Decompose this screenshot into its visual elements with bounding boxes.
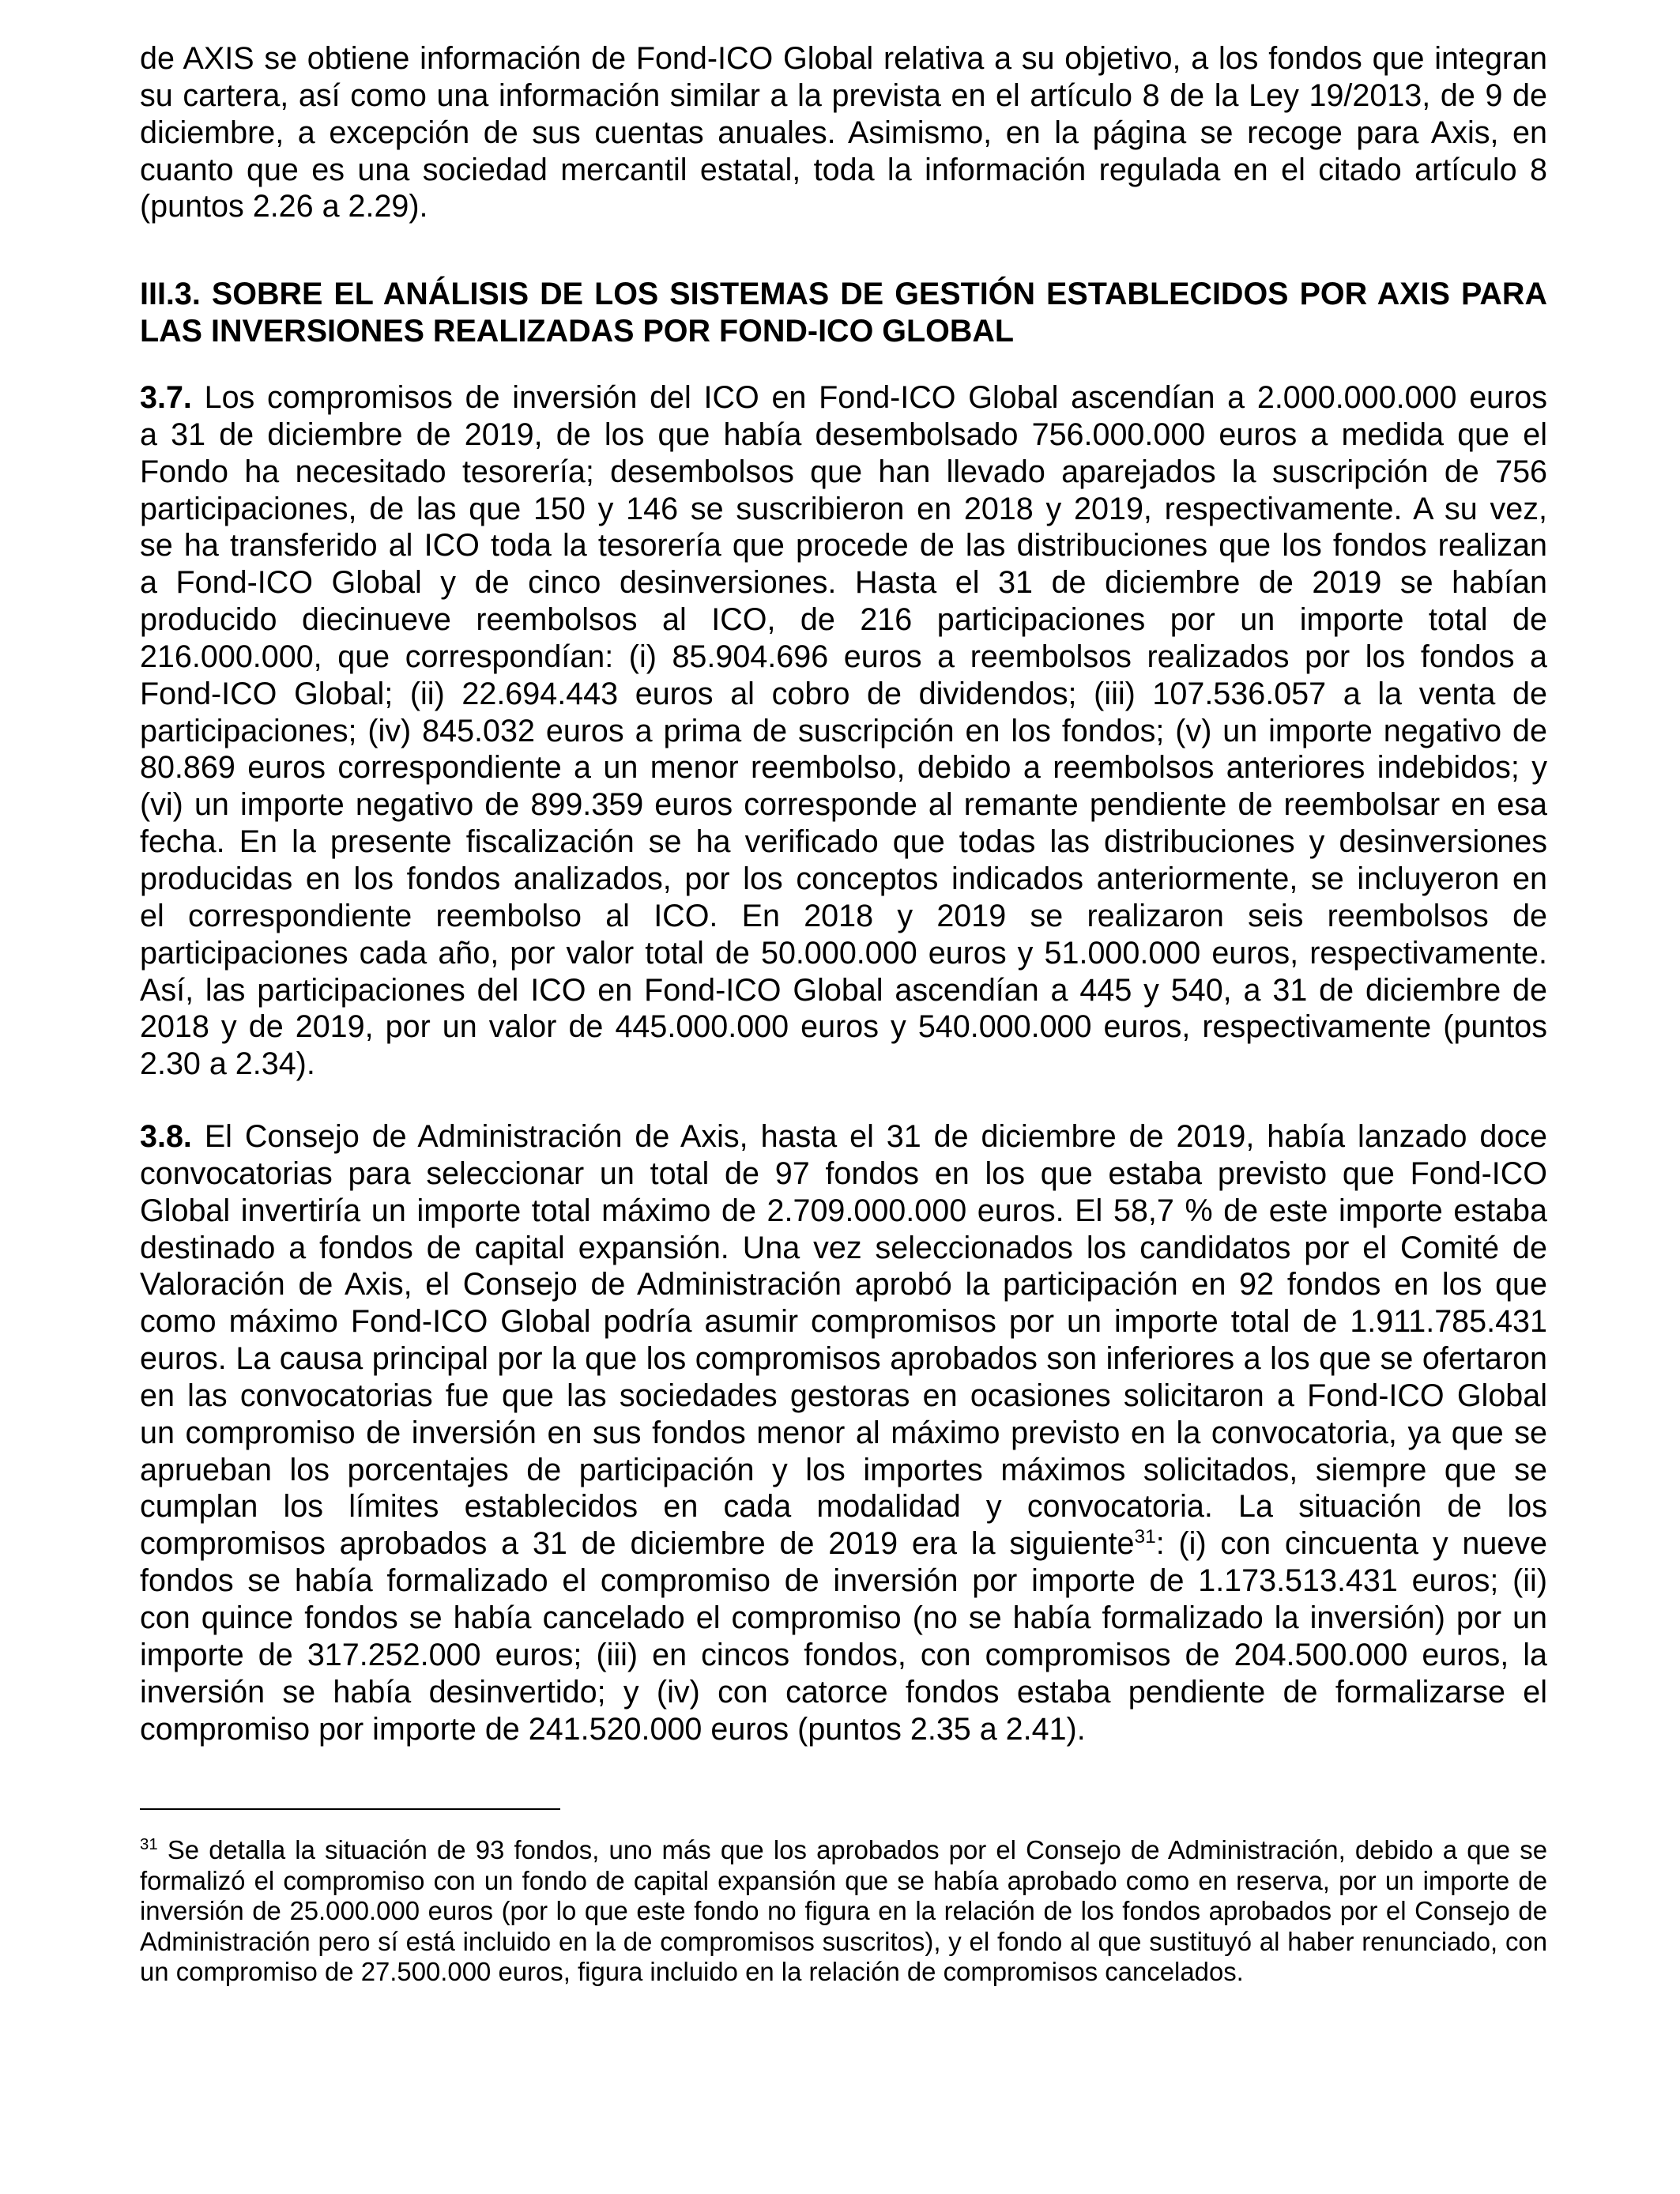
line-text: fecha. En la presente fiscalización se ha verificado que todas las distribuciones y desinversiones bbox=[140, 824, 1547, 860]
line-text: 216.000.000, que correspondían: (i) 85.904.696 euros a reembolsos realizados por los fondos a bbox=[140, 639, 1547, 674]
line-text: 80.869 euros correspondiente a un menor reembolso, debido a reembolsos anteriores indebidos; y bbox=[140, 750, 1547, 786]
line-text: producidas en los fondos analizados, por los conceptos indicados anteriormente, se incluyeron en bbox=[140, 861, 1547, 896]
line-text: con quince fondos se había cancelado el compromiso (no se había formalizado la inversión) por un bbox=[140, 1600, 1547, 1635]
line-text: inversión de 25.000.000 euros (por lo que este fondo no figura en la relación de los fondos aprobados por el Consejo de bbox=[140, 1896, 1547, 1926]
text-line bbox=[140, 1488, 1547, 1525]
line-text: su cartera, así como una información similar a la prevista en el artículo 8 de la Ley 19/2013, de 9 de bbox=[140, 77, 1547, 113]
line-text: (puntos 2.26 a 2.29). bbox=[140, 189, 428, 224]
line-text: Así, las participaciones del ICO en Fond-ICO Global ascendían a 445 y 540, a 31 de diciembre de bbox=[140, 972, 1547, 1008]
text-line bbox=[140, 1674, 1547, 1711]
line-text: se ha transferido al ICO toda la tesorería que procede de las distribuciones que los fondos realizan bbox=[140, 528, 1547, 564]
text-line bbox=[140, 639, 1547, 676]
paragraph-number: 3.7. bbox=[140, 380, 192, 415]
text-line bbox=[140, 276, 1547, 313]
line-text: 2018 y de 2019, por un valor de 445.000.000 euros y 540.000.000 euros, respectivamente (puntos bbox=[140, 1009, 1547, 1045]
line-text: compromiso por importe de 241.520.000 euros (puntos 2.35 a 2.41). bbox=[140, 1711, 1086, 1747]
line-text: cuanto que es una sociedad mercantil estatal, toda la información regulada en el citado artículo 8 bbox=[140, 152, 1547, 187]
line-text: producido diecinueve reembolsos al ICO, de 216 participaciones por un importe total de bbox=[140, 602, 1547, 638]
line-text: un compromiso de 27.500.000 euros, figura incluido en la relación de compromisos cancelados. bbox=[140, 1957, 1244, 1987]
line-text: convocatorias para seleccionar un total de 97 fondos en los que estaba previsto que Fond-ICO bbox=[140, 1155, 1547, 1191]
line-text: formalizó el compromiso con un fondo de capital expansión que se había aprobado como en reserva, por un importe de bbox=[140, 1865, 1547, 1895]
line-text: fondos se había formalizado el compromiso de inversión por importe de 1.173.513.431 euros; (ii) bbox=[140, 1563, 1547, 1599]
text-line bbox=[140, 1637, 1547, 1674]
text-line bbox=[140, 749, 1547, 786]
text-line bbox=[140, 1046, 1547, 1083]
line-text: importe de 317.252.000 euros; (iii) en cincos fondos, con compromisos de 204.500.000 euros, la bbox=[140, 1637, 1547, 1672]
line-text: de AXIS se obtiene información de Fond-ICO Global relativa a su objetivo, a los fondos que integran bbox=[140, 41, 1547, 76]
section-heading bbox=[140, 276, 1547, 350]
footnote-marker: 31 bbox=[140, 1836, 158, 1854]
text-line bbox=[140, 417, 1547, 454]
text-line bbox=[140, 1452, 1547, 1489]
text-line bbox=[140, 713, 1547, 750]
paragraph-3-7 bbox=[140, 379, 1547, 1083]
line-text: a 31 de diciembre de 2019, de los que había desembolsado 756.000.000 euros a medida que el bbox=[140, 417, 1547, 452]
line-text: Valoración de Axis, el Consejo de Administración aprobó la participación en 92 fondos en los que bbox=[140, 1267, 1547, 1302]
line-text: (vi) un importe negativo de 899.359 euros corresponde al remante pendiente de reembolsar en esa bbox=[140, 787, 1547, 823]
line-text: Se detalla la situación de 93 fondos, uno más que los aprobados por el Consejo de Administración, debido a que se bbox=[167, 1835, 1547, 1864]
line-text: Global invertiría un importe total máximo de 2.709.000.000 euros. El 58,7 % de este importe estaba bbox=[140, 1193, 1547, 1228]
text-line bbox=[140, 1896, 1547, 1927]
text-line bbox=[140, 935, 1547, 972]
text-line bbox=[140, 188, 1547, 225]
text-line bbox=[140, 379, 1547, 417]
line-text: El Consejo de Administración de Axis, hasta el 31 de diciembre de 2019, había lanzado doce bbox=[204, 1119, 1547, 1154]
text-line bbox=[140, 1230, 1547, 1267]
text-line bbox=[140, 454, 1547, 491]
text-line bbox=[140, 1118, 1547, 1155]
line-text: Administración pero sí está incluido en la de compromisos suscritos), y el fondo al que sustituyó al haber renunciado, con bbox=[140, 1926, 1547, 1956]
text-line bbox=[140, 861, 1547, 898]
text-line bbox=[140, 152, 1547, 189]
line-text: el correspondiente reembolso al ICO. En 2018 y 2019 se realizaron seis reembolsos de bbox=[140, 898, 1547, 933]
text-line bbox=[140, 1266, 1547, 1303]
text-line bbox=[140, 1866, 1547, 1897]
text-line bbox=[140, 1957, 1547, 1988]
text-line bbox=[140, 824, 1547, 861]
line-text: a Fond-ICO Global y de cinco desinversiones. Hasta el 31 de diciembre de 2019 se habían bbox=[140, 565, 1547, 601]
paragraph-3-8 bbox=[140, 1118, 1547, 1747]
text-line bbox=[140, 1155, 1547, 1193]
text-line bbox=[140, 1927, 1547, 1958]
text-line bbox=[140, 1340, 1547, 1378]
line-text: participaciones cada año, por valor total de 50.000.000 euros y 51.000.000 euros, respectivamente. bbox=[140, 935, 1547, 971]
text-line bbox=[140, 1563, 1547, 1600]
line-text: euros. La causa principal por la que los compromisos aprobados son inferiores a los que se ofertaron bbox=[140, 1341, 1547, 1377]
text-line bbox=[140, 527, 1547, 564]
line-text: en las convocatorias fue que las sociedades gestoras en ocasiones solicitaron a Fond-ICO Global bbox=[140, 1378, 1547, 1413]
text-line bbox=[140, 491, 1547, 528]
line-text: Fondo ha necesitado tesorería; desembolsos que han llevado aparejados la suscripción de 756 bbox=[140, 454, 1547, 489]
text-line bbox=[140, 898, 1547, 935]
text-line bbox=[140, 1600, 1547, 1637]
text-line bbox=[140, 1303, 1547, 1340]
text-line bbox=[140, 1378, 1547, 1415]
text-line bbox=[140, 115, 1547, 152]
text-line bbox=[140, 564, 1547, 601]
line-text: un compromiso de inversión en sus fondos menor al máximo previsto en la convocatoria, ya que se bbox=[140, 1415, 1547, 1450]
text-line bbox=[140, 786, 1547, 824]
footnote-separator bbox=[140, 1808, 560, 1810]
line-text: aprueban los porcentajes de participación y los importes máximos solicitados, siempre que se bbox=[140, 1452, 1547, 1487]
text-line bbox=[140, 1415, 1547, 1452]
footnote-reference: 31 bbox=[1134, 1526, 1156, 1548]
paragraph-number: 3.8. bbox=[140, 1119, 192, 1154]
line-text: LAS INVERSIONES REALIZADAS POR FOND-ICO GLOBAL bbox=[140, 313, 1015, 349]
text-line bbox=[140, 1711, 1547, 1748]
text-line bbox=[140, 313, 1547, 350]
footnote bbox=[140, 1835, 1547, 1988]
line-text: III.3. SOBRE EL ANÁLISIS DE LOS SISTEMAS DE GESTIÓN ESTABLECIDOS POR AXIS PARA bbox=[140, 277, 1547, 311]
text-line bbox=[140, 1193, 1547, 1230]
line-text: como máximo Fond-ICO Global podría asumir compromisos por un importe total de 1.911.785.431 bbox=[140, 1304, 1547, 1340]
line-text: Fond-ICO Global; (ii) 22.694.443 euros al cobro de dividendos; (iii) 107.536.057 a la venta de bbox=[140, 676, 1547, 711]
line-text: cumplan los límites establecidos en cada modalidad y convocatoria. La situación de los bbox=[140, 1489, 1547, 1525]
line-text: destinado a fondos de capital expansión. Una vez seleccionados los candidatos por el Comité de bbox=[140, 1230, 1547, 1265]
line-text: participaciones; (iv) 845.032 euros a prima de suscripción en los fondos; (v) un importe negativo de bbox=[140, 713, 1547, 748]
text-line bbox=[140, 77, 1547, 115]
text-line bbox=[140, 1835, 1547, 1866]
text-line bbox=[140, 40, 1547, 77]
line-text: : (i) con cincuenta y nueve bbox=[1155, 1526, 1547, 1562]
line-text: inversión se había desinvertido; y (iv) con catorce fondos estaba pendiente de formalizarse el bbox=[140, 1674, 1547, 1710]
text-line bbox=[140, 676, 1547, 713]
line-text: 2.30 a 2.34). bbox=[140, 1046, 315, 1082]
line-text: Los compromisos de inversión del ICO en Fond-ICO Global ascendían a 2.000.000.000 euros bbox=[204, 380, 1547, 415]
text-line bbox=[140, 972, 1547, 1009]
line-text: diciembre, a excepción de sus cuentas anuales. Asimismo, en la página se recoge para Axis, en bbox=[140, 115, 1547, 150]
text-line bbox=[140, 1008, 1547, 1046]
text-line bbox=[140, 601, 1547, 639]
line-text: compromisos aprobados a 31 de diciembre de 2019 era la siguiente bbox=[140, 1526, 1135, 1562]
line-text: participaciones, de las que 150 y 146 se suscribieron en 2018 y 2019, respectivamente. A su vez, bbox=[140, 491, 1547, 526]
text-line bbox=[140, 1525, 1547, 1563]
intro-paragraph bbox=[140, 40, 1547, 225]
